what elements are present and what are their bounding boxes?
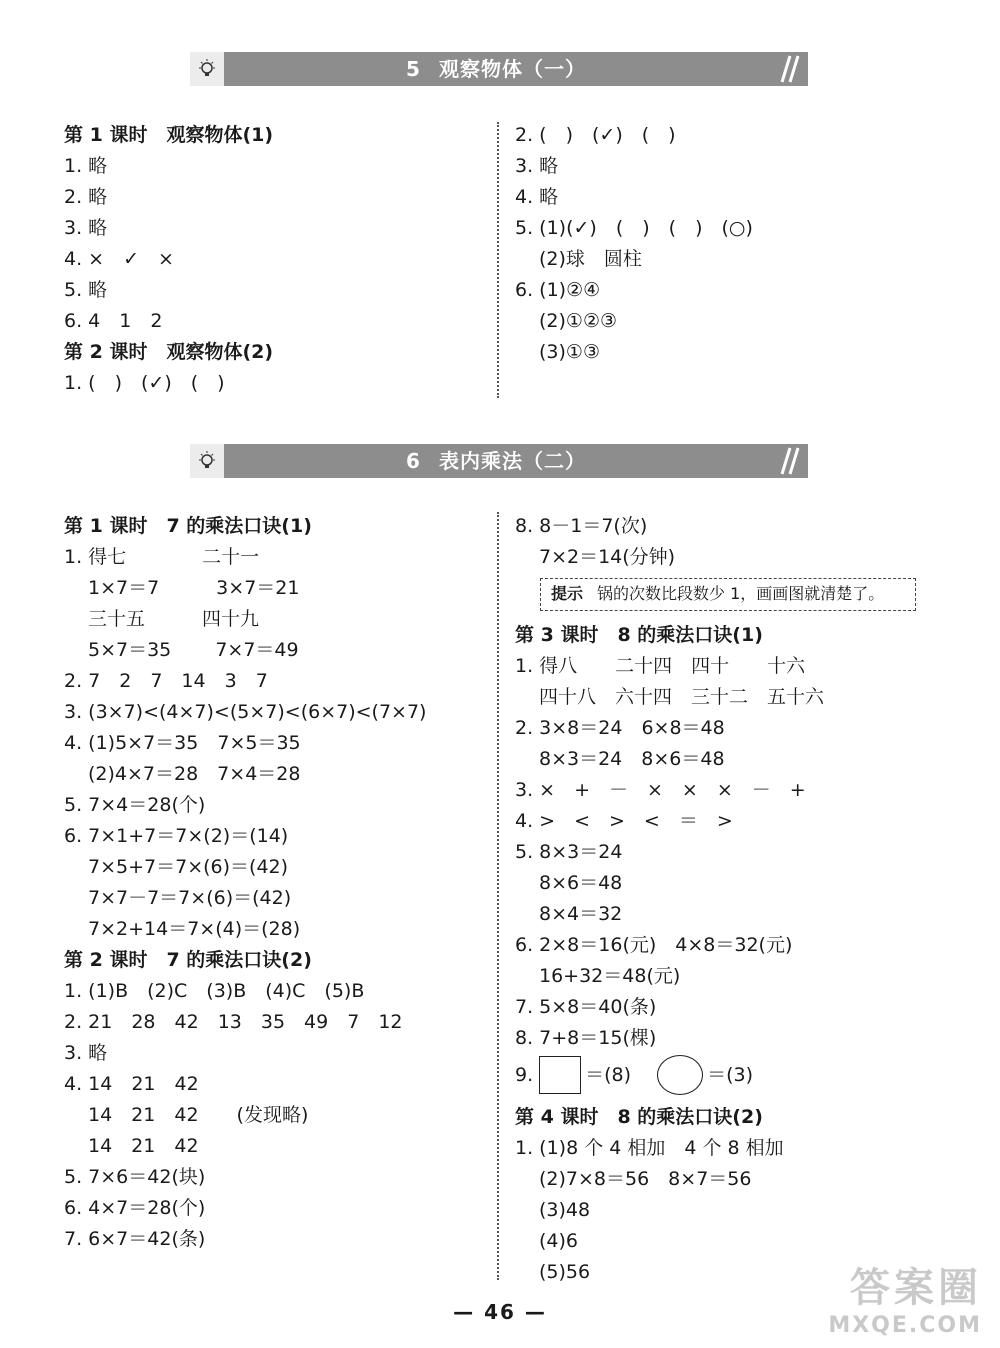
answer-line: 2. 略 [64, 186, 108, 208]
answer-line: 8×6＝48 [539, 872, 623, 894]
answer-line: 1. (1)8 个 4 相加 4 个 8 相加 [515, 1137, 784, 1159]
answer-line: 1. 略 [64, 155, 108, 177]
watermark-url: MXQE.COM [828, 1313, 982, 1338]
answer-line: (2)球 圆柱 [539, 248, 642, 270]
answer-line: 8×3＝24 8×6＝48 [539, 748, 725, 770]
answer-line: 2. 3×8＝24 6×8＝48 [515, 717, 725, 739]
hint-box [540, 578, 916, 611]
answer-line: 2. ( ) (✓) ( ) [515, 124, 676, 146]
watermark [828, 1256, 982, 1338]
answer-line: 8. 8－1＝7(次) [515, 515, 648, 537]
unit5-left-column [64, 120, 484, 399]
answer-line: 4. 14 21 42 [64, 1073, 199, 1095]
section-heading: 第 1 课时 观察物体(1) [64, 124, 274, 146]
answer-line: 7×2+14＝7×(4)＝(28) [88, 918, 301, 940]
answer-line: 5. 略 [64, 279, 108, 301]
answer-line: 14 21 42 (发现略) [88, 1104, 309, 1126]
watermark-logo: 答案圈 [850, 1265, 982, 1311]
answer-line: 1. (1)B (2)C (3)B (4)C (5)B [64, 980, 365, 1002]
answer-line: (2)①②③ [539, 310, 618, 332]
answer-line: 2. 7 2 7 14 3 7 [64, 670, 268, 692]
stripes-icon [772, 54, 802, 84]
answer-line: (2)7×8＝56 8×7＝56 [539, 1168, 752, 1190]
answer-line: (3)48 [539, 1199, 591, 1221]
answer-line: 6. 7×1+7＝7×(2)＝(14) [64, 825, 289, 847]
answer-line: 6. 2×8＝16(元) 4×8＝32(元) [515, 934, 793, 956]
unit6-banner [190, 444, 808, 478]
answer-line: 4. > < > < ＝ > [515, 810, 733, 832]
unit5-right-column [515, 120, 935, 368]
answer-line: 1. 得七 二十一 [64, 546, 260, 568]
page-number: — 46 — [453, 1300, 547, 1324]
answer-line: 3. (3×7)<(4×7)<(5×7)<(6×7)<(7×7) [64, 701, 427, 723]
column-divider [497, 122, 499, 398]
hint-label: 提示 [551, 584, 584, 603]
answer-line: (5)56 [539, 1261, 591, 1283]
answer-line: 8×4＝32 [539, 903, 623, 925]
section-heading: 第 4 课时 8 的乘法口诀(2) [515, 1106, 763, 1128]
lightbulb-icon [190, 444, 224, 478]
answer-line: 四十八 六十四 三十二 五十六 [539, 686, 825, 708]
answer-line: 7×7－7＝7×(6)＝(42) [88, 887, 292, 909]
section-heading: 第 3 课时 8 的乘法口诀(1) [515, 624, 763, 646]
q9-label: 9. [515, 1064, 534, 1086]
answer-line: 3. 略 [64, 1042, 108, 1064]
stripes-icon [772, 446, 802, 476]
answer-line: 16+32＝48(元) [539, 965, 681, 987]
answer-line: 5. 7×6＝42(块) [64, 1166, 206, 1188]
q9-circle-value: ＝(3) [707, 1064, 753, 1086]
circle-shape [657, 1055, 703, 1095]
answer-line: 2. 21 28 42 13 35 49 7 12 [64, 1011, 403, 1033]
answer-line: 7×2＝14(分钟) [539, 546, 676, 568]
answer-line: 14 21 42 [88, 1135, 199, 1157]
column-divider [497, 512, 499, 1280]
answer-line: 7×5+7＝7×(6)＝(42) [88, 856, 289, 878]
answer-line: 4. 略 [515, 186, 559, 208]
answer-line: 3. 略 [515, 155, 559, 177]
section-heading: 第 2 课时 7 的乘法口诀(2) [64, 949, 312, 971]
answer-line: 三十五 四十九 [88, 608, 260, 630]
answer-line: 4. (1)5×7＝35 7×5＝35 [64, 732, 301, 754]
unit6-left-column [64, 511, 484, 1255]
q9-square-value: ＝(8) [585, 1064, 632, 1086]
lightbulb-icon [190, 52, 224, 86]
unit5-banner [190, 52, 808, 86]
answer-line: 1. ( ) (✓) ( ) [64, 372, 225, 394]
section-heading: 第 1 课时 7 的乘法口诀(1) [64, 515, 312, 537]
question-9 [515, 1052, 935, 1098]
answer-line: 5×7＝35 7×7＝49 [88, 639, 299, 661]
answer-line: 5. 7×4＝28(个) [64, 794, 206, 816]
hint-text: 锅的次数比段数少 1，画画图就清楚了。 [597, 584, 885, 603]
answer-line: 5. 8×3＝24 [515, 841, 623, 863]
answer-line: 4. × ✓ × [64, 248, 174, 270]
answer-line: 8. 7+8＝15(棵) [515, 1027, 657, 1049]
unit6-right-mid [515, 620, 935, 1054]
answer-line: 6. (1)②④ [515, 279, 601, 301]
section-heading: 第 2 课时 观察物体(2) [64, 341, 274, 363]
answer-line: 5. (1)(✓) ( ) ( ) (○) [515, 217, 753, 239]
answer-line: 7. 5×8＝40(条) [515, 996, 657, 1018]
answer-line: 3. 略 [64, 217, 108, 239]
answer-line: 7. 6×7＝42(条) [64, 1228, 206, 1250]
answer-line: 6. 4×7＝28(个) [64, 1197, 206, 1219]
unit6-right-top [515, 511, 935, 573]
answer-line: 1. 得八 二十四 四十 十六 [515, 655, 806, 677]
answer-line: 6. 4 1 2 [64, 310, 163, 332]
answer-line: 3. × + － × × × － + [515, 779, 806, 801]
square-shape [539, 1056, 581, 1094]
answer-line: (2)4×7＝28 7×4＝28 [88, 763, 301, 785]
answer-line: (3)①③ [539, 341, 600, 363]
unit5-title: 5 观察物体（一） [406, 57, 586, 81]
unit6-title: 6 表内乘法（二） [406, 449, 586, 473]
answer-line: 1×7＝7 3×7＝21 [88, 577, 300, 599]
answer-line: (4)6 [539, 1230, 579, 1252]
